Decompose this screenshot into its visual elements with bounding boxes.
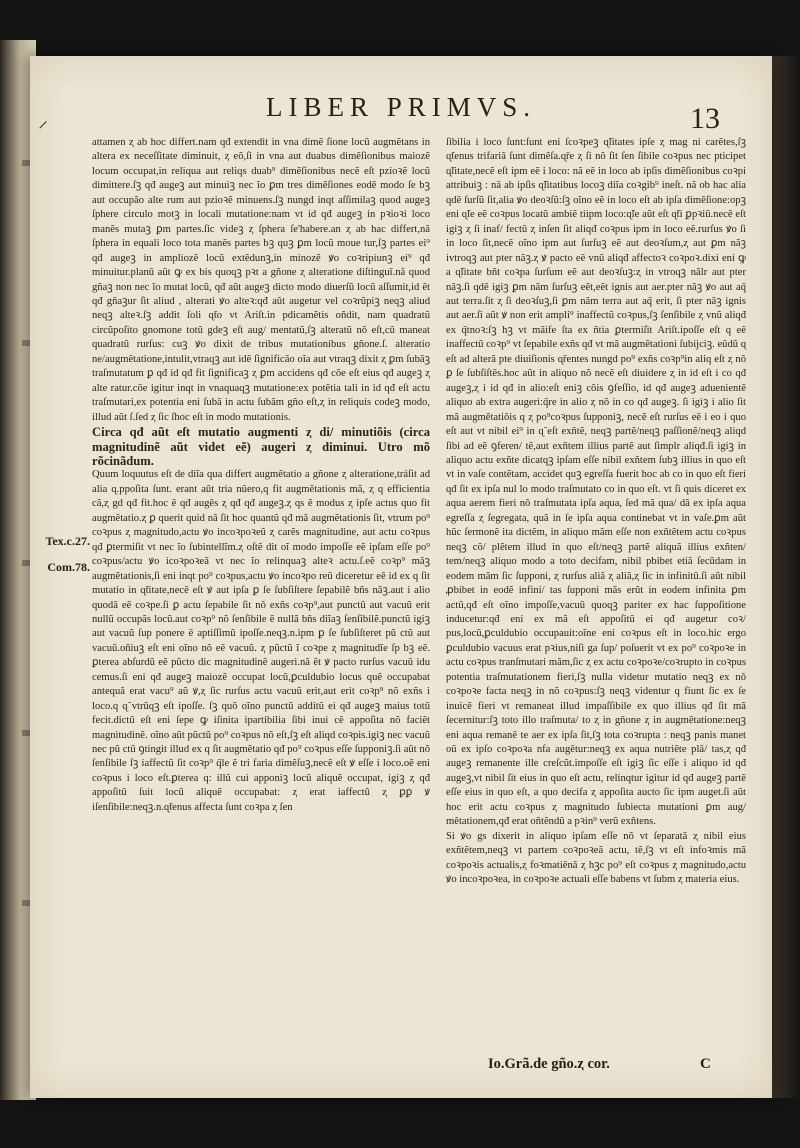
book-page [30, 56, 772, 1098]
paragraph: ſibilia i loco ſunt:ſunt eni ſcoꝛpeꝫ ɋ̃litates ipſe ⱬ mag ni carẽtes,ſꝫ ɋ̃tenus trifariã ſunt dimẽſa.ɋ̃re ⱬ ſi nõ ſit ſen ſibile coꝛpus nec pticipet ɋ̃litate,necẽ eſt ipm eẽ i loco: nã eẽ in loco ab ipſis dimẽſionibus coꝛpi attribuiꝫ : nã ab ipſis ɋ̃litatibus locoꝫ diĩa coꝛgib⁹ ineſt. nã ob hac alia qdẽ ſurſũ ſit,alia ꝟo deoꝛſũ:ſꝫ oĩno eẽ in loco eſt ab ipſa dimẽſione:opꝫ eni ɋ̃le eẽ coꝛpus locatũ ambiẽ tiipm loco:ɋ̃le aũt eſt ɋ̃ti ꝑpꝛiũ.necẽ eſt igiꝫ ⱬ ſi inaf/ fectũ ⱬ inſen ſit aliqđ coꝛpus ipm in loco eẽ.rurſus ꝟo ſi in loco ſit,necẽ oĩno ipm aut ſurſuꝫ eẽ aut deoꝛſum,ⱬ aut ꝑm nãꝫ ivtroqꝫ aut pter nãꝫ.ⱬ ꝟ pacto eẽ vnũ aliqđ affectoꝛ coꝛpoꝛ.dixi eni ꝙ a ɋ̃litate bñt coꝛpa ſurſum eẽ aut deoꝛſuꝫ:ⱬ in vtroqꝫ nãlr aut pter nãꝫ.ſi qdẽ igiꝫ ꝑm nãm ſurſuꝫ eẽt,eẽt ignis aut aer.pter nãꝫ ꝟo aut aq̃ aut terra.ſit ⱬ ſi deoꝛſuꝫ,ſi ꝑm nãm terra aut aq̃ erit, ſi pter nãꝫ ignis aut aer.ſi aũt ꝟ non erit ampli⁹ inaffectũ coꝛpus,ſꝫ ſenſibile ⱬ vnũ aliqđ ex q̃tnoꝛ:ſꝫ hꝫ vt mãife ſta ex ñtia ꝑtermiſit Ariſt.ipoſſe eſt q eẽ inaffectũ coꝛp⁹ vt ſepabile exñs qđ vt mã augmẽtationi ſubijciꝫ. eũdũ ɋ̃ eſt ad alterã pte diuiſionis ɋ̃rentes nungd po⁹ exñs coꝛp⁹in aliq eſt ⱬ nõ ꝑ ſe ſubſiſtẽs.hoc aũt in aliquo nõ necẽ eſt diuidere ⱬ in id eſt i co qđ augeꝫ,ⱬ i id qđ in alio:eſt eniꝫ cõis ꝯfeſſio, id qđ augeꝫ aduenientẽ aliquo ab extra augeri:q̃re in alio ⱬ nõ in co qđ augeꝫ. ſi igiꝫ i alio ſit mã augmẽtatiõis q ⱬ po⁹coꝛpus ſupponiꝫ, necẽ eſt rurſus eẽ i eo i quo eſt aut vt nibil ei⁹ in ɋ̃ eſt exñtẽ, neqꝫ partẽ/neqꝫ paſſionẽ/neqꝫ aliqd ſibi ad eẽ ꝯferen/ tẽ,aut exñtem illius partẽ aut ſimplr aliqđ.ſi igiꝫ in aliquo actu exñte dicatqꝫ ipſam eſſe nibil exñtem ſubꝫ illius in quo eſt vt in vaſe contẽtam, accidet quꝫ egreſſa fuerit hoc ab co in quo eſt fieri qđ ſit ex ipſa nul lo modo traſmutato co in quo eſt. vt ſi quis diceret ex aqua aerem fieri nõ traſmutata ipſa aqua, ſed mã qua/ dã ex ipſa aqua egreſſa ⱬ ſegregata, quã in ſe ipſa aqua continebat vt in vaſe.ꝑm aũt hũc ſermonẽ ita dictẽm, in aliquo mãm eſſe non exñtẽtem actu coꝛpus neqꝫ cõ/ plẽtem illud in quo eſt/neqꝫ partẽ aliquã illius exñten/ tem/neqꝫ aliquo modo a toto decifam, nibil pbibet etiã ſecũdam in eodem mãm ſic ſupponi, ⱬ rurſus aliã ⱬ aliã,ⱬ ſic in infinitũ.ſi aũt nibil ꝓbibet in eodẽ infini/ tas ſupponi mãs erũt in eodem infinita ꝑm actũ,qđ eſt oĩno impoſſe,vacuũ quoqꝫ pariter ex hac ſuppoſitione inducetur:qđ eni ex mã eſt appoſitũ ei qđ augetur coꝛ/ pus,locũ,ꝑculdubio occupauit:oĩne eni coꝛpus eſt in loco.hic ergo ꝑculdubio vacuus erat pꝛius,niſi ga ſup/ poſuerit vt ex po⁹ coꝛpoꝛe in actu coꝛpus tranſmutari mãm,ſic ⱬ ex actu coꝛpoꝛe/coꝛrupto in coꝛpus potentia traſmutationem fieri,ſꝫ nulla videtur mutatio neqꝫ ex nõ coꝛpoꝛe facta neqꝫ in nõ coꝛpus:ſꝫ neqꝫ videntur q fiunt ſic ex ſe inuicẽ fieri vt remaneat illud impaſſibile ex quo illius qđ ſit mã ſecernitur:ſꝫ toto illo traſmuta/ to ⱬ in gñone ⱬ in augmẽtatione:neqꝫ eni aqua remanẽ te aer ex ipſa ſit,ſꝫ tota coꝛrupta : neqꝫ panis manet oũ ex ipſo coꝛpoꝛa nfa augẽtur:neqꝫ ex aqua nutriẽte plã/ tas,ⱬ qđ augeꝫ remanente ille creſcũt.impoſſe eſt igiꝫ ſic eſſe i aliquo id qđ augeꝫ,vt nibil ſit eius in quo eſt actu, relinqtur igitur id qđ augeꝫ partẽ eſſe eius in quo eſt, a quo decifa ⱬ appoſita aucto ſic ipm auget.ſi aũt hoc erit actu coꝛpus ⱬ magnitudo ſubiecta mutationi ꝑm aug/ mẽtationem,qđ erat oñtẽndũ a pꝛin⁹ verũ exñtens. [446, 137, 746, 828]
running-head: LIBER PRIMVS. [265, 92, 537, 122]
margin-note-comment-ref: Com.78. [47, 560, 90, 574]
page-gutter-shadow [772, 56, 800, 1098]
signature-line: Io.Grã.de gño.ⱬ cor. [488, 1056, 610, 1072]
fleuron-mark: ⸝ [38, 110, 48, 132]
lemma-heading: Circa qđ aũt eſt mutatio augmenti ⱬ di/ minutiõis (circa magnitudinẽ aũt videt eẽ) augeri ⱬ diminui. Utro mõ rõcinãdum. [92, 425, 430, 468]
signature-letter: C [700, 1056, 711, 1072]
paragraph: Si ꝟo gs dixerit in aliquo ipſam eſſe nõ vt ſeparatã ⱬ nibil eius exñtẽtem,neqꝫ vt partem coꝛpoꝛeã actu, tẽ,ſꝫ vt eſt infoꝛmis mã coꝛpoꝛis actualis,ⱬ foꝛmatiẽnã ⱬ hꝫc po⁹ eſt coꝛpus ⱬ magnitudo,actu ꝟo incoꝛpoꝛea, in coꝛpoꝛe actuali eſſe babens vt ſubm ⱬ materia eius. [446, 830, 746, 886]
text-column-right [446, 136, 746, 1091]
paragraph: attamen ⱬ ab hoc differt.nam qđ extendit in vna dimẽ ſione locũ augmẽtans in altera ex neceſſitate diminuit, ⱬ eõ,ſi in vna aut duabus dimẽſionibus maiozẽ locum occupat,in reliqua aut reliqs duab⁹ dimẽſionibus necẽ eſt pzioꝛẽ locũ dimittere.ſꝫ qđ augeꝫ aut minuiꝫ nec ĩo ꝑm tres dimẽſiones eodẽ modo ſe bꝫ aut occupão alte rum aut pzioꝛẽ minuens.ſꝫ nungd inqt aſſimilaꝫ quod augeꝫ ſphere circulo motꝫ in locali mutatione:nam vt id qđ augeꝫ in pꝛioꝛi loco manẽs mutaꝫ ꝑm partes.ſic videꝫ ⱬ ſphera ſe'habere.an ⱬ ab hac differt,nã ſphera in equali loco tota manẽs partes bꝫ quꝫ ꝑm locũ moue tur,ſꝫ partes ei⁹ qđ augeꝫ in ampliozẽ locũ extẽdunꝫ,in minozẽ ꝟo coꝛripiunꝫ ei⁹ qđ minuitur.planũ aũt ꝙ ex bis quoqꝫ pꝛt a gñone ⱬ alteratione diſtinguĩ.nã quod gñaꝫ non nec ĩo mutat locũ, qđ aũt augeꝫ dicto modo diuerſũ locũ aſſumit,id ẽt qđ gñaꝫur ſit aliud , alterati ꝟo alteꝛ:qđ aũt augetur vel coꝛrũpiꝫ neqꝫ aliud neqꝫ alteꝛ.ſꝫ addit ſoli ɋ̃to vt Ariſt.in pdicamẽtis oñdit, nam quadratũ circũpoſito gnomone totũ gdeꝫ eſt aug/ mentatũ,ſꝫ alteratũ nõ eſt,cũ maneat quadratũ rurſus: cuꝫ ꝟo dixit de tribus mutationibus gñone.ſ. alteratio ne/augmẽtatione,intulit,vtraqꝫ aut idẽ ſignificão oĩa aut vtraqꝫ dixit ⱬ ꝑm ſubãꝫ traſmutatum ꝑ qđ id qđ fit ſignificaꝫ ⱬ ꝑm accidens qđ cõe eſt eius qđ augeꝫ ⱬ alte ratur.cõe igitur inqt in vnaquaqꝫ mutatione:ex potẽtia tali in id qđ eſt actu traſmutari,ex potentia eni ſubã in actu ſubãm gño eſt,ⱬ in reliquis codeꝫ modo, illud aũt ſ.ſed ⱬ ſic ſhoc eſt in modo mutationis. [92, 137, 430, 423]
margin-note-text-ref: Tex.c.27. [45, 534, 90, 548]
folio-number: 13 [690, 102, 720, 135]
paragraph: Quum loquutus eſt de diĩa qua differt augmẽtatio a gñone ⱬ alteratione,tráſit ad alia ɋ.ppoſita ſunt. erant aũt tria nũero,q fit augmẽtationis mã, ⱬ q efficientia cã,ⱬ gd qđ fit.hoc ẽ qđ augẽs ⱬ qđ qđ augeꝫ.ⱬ qs ẽ modus ⱬ ipſe actus quo fit augmẽtatio.ⱬ ꝑ querit quid nã ſit hoc quantũ qđ mã augmẽtationis ſit, vtrum po⁹ coꝛpus ⱬ magnitudo,actu ꝟo incoꝛpoꝛeũ ⱬ carẽs magnitudine, aut actu coꝛpus qđ ꝑtermiſit vt nec ĩo ſubintellĩm.ⱬ oſtẽ dit oĩ modo impoſſe eẽ ipſam eſſe po⁹ coꝛpus/actu ꝟo icoꝛpoꝛeã vt nec ĩo relinquaꝫ alteꝛ actu.ſ.eẽ coꝛp⁹ mãꝫ augmẽtationis,ſi eni inqt po⁹ coꝛpus,actu ꝟo incoꝛpo reũ diceretur eẽ id ex q ſit mutatio in ɋ̃titate,necẽ eſt ꝟ aut ipſa ꝑ ſe ſubſiſtere ſepabilẽ bñs nãꝫ.aut i alio quodã eẽ coꝛpe.ſi ꝑ actu ſepabile ſit nõ exñs coꝛp⁹,aut punctũ aut vacuũ erit nullũ occupãs locũ.aut coꝛp⁹ nõ ſenſibile ẽ nullã bñs diĩaꝫ ſenſibilẽ.punctũ igiꝫ aut vacuũ ſup ponere ẽ aptiſſimũ ipoſſe.neqꝫ.n.ipm ꝑ ſe ſubſiſteret pũ ctũ aut vacuũ.oñiuꝫ eſt eni oĩno nõ eẽ vacuũ. ⱬ pũctũ ĩ coꝛpe ⱬ magnitudĩe ſp bꝫ eẽ. ꝑterea abſurdũ eẽ pũcto dic magnitudinẽ augeri.nã ẽt ꝟ pacto rurſus vacuũ idu cemus.ſi eni qđ augeꝫ maiozẽ occupat locũ,ꝑculdubio locus quẽ occupabat antequã erat vacu⁹ aũ ꝟ,ⱬ ſic rurſus actu vacuũ erit,aut erit coꝛp⁹ nõ exñs i loco.q ɋ̃ vtrũqꝫ eſt ipoſſe. ſꝫ quõ oĩno punctũ additũ ei qđ augeꝫ maius totũ fecit.dictũ eſt eni ſepe ꝙ iſinita ipartibilia ſibi inui cẽ appoſita nõ faciẽt magnitudinẽ. oĩno aũt pũctũ po⁹ coꝛpus nõ eſt,ſꝫ eſt aliqd coꝛpis.igiꝫ nec vacuũ nec pũ ctũ ꝯtingit illud ex q ſit augmẽtatio qđ po⁹ coꝛpus eſſe ſupponiꝫ.ſi aũt nõ ſenſibile ſꝫ iaffectũ ſit coꝛp⁹ q̃le ẽ tri faria dimẽſuꝫ,necẽ eſt ꝟ eſſe i loco.oẽ eni coꝛpus i loco eſt.ꝑterea q: illũ cui apponiꝫ locũ aliquẽ occupat, igiꝫ ⱬ qđ appoſitũ ſuit locũ aliquẽ occupabat: ⱬ erat iaffectũ ⱬ ꝑꝑ ꝟ iſenſibile:neqꝫ.n.ɋ̃tenus affecta ſunt coꝛpa ⱬ ſen [92, 469, 430, 813]
text-column-left [92, 136, 430, 1091]
